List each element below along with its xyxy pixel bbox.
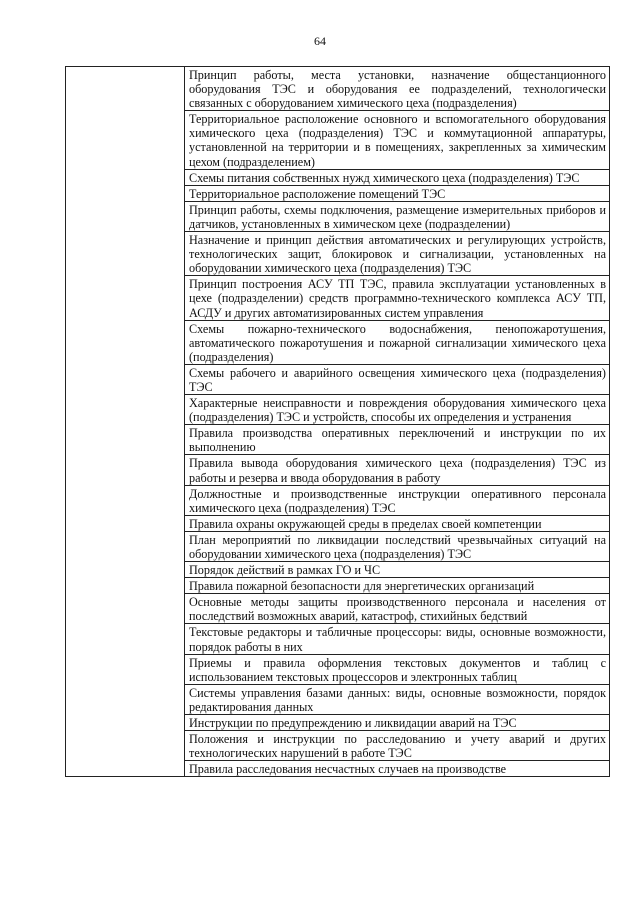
knowledge-cell [185, 654, 610, 684]
knowledge-text: План мероприятий по ликвидации последствий чрезвычайных ситуаций на оборудовании химического цеха (подразделения) ТЭС [189, 532, 606, 561]
page-number: 64 [314, 34, 326, 48]
table-row [66, 67, 610, 111]
knowledge-text: Назначение и принцип действия автоматических и регулирующих устройств, технологических защит, блокировок и сигнализации, установленных на оборудовании химического цеха (подразделения) ТЭС [189, 233, 606, 276]
knowledge-cell [185, 395, 610, 425]
knowledge-cell [185, 594, 610, 624]
knowledge-cell [185, 578, 610, 594]
knowledge-cell [185, 425, 610, 455]
knowledge-text: Схемы пожарно-технического водоснабжения, пенопожаротушения, автоматического пожаротушения и пожарной сигнализации химического цеха (подразделения) [189, 321, 606, 364]
knowledge-text: Правила охраны окружающей среды в пределах своей компетенции [189, 516, 542, 531]
knowledge-cell [185, 715, 610, 731]
knowledge-cell [185, 185, 610, 201]
knowledge-text: Схемы питания собственных нужд химического цеха (подразделения) ТЭС [189, 170, 580, 185]
knowledge-text: Должностные и производственные инструкции оперативного персонала химического цеха (подразделения) ТЭС [189, 486, 606, 515]
knowledge-cell [185, 169, 610, 185]
knowledge-text: Правила производства оперативных переключений и инструкции по их выполнению [189, 426, 606, 455]
knowledge-cell [185, 731, 610, 761]
knowledge-text: Приемы и правила оформления текстовых документов и таблиц с использованием текстовых процессоров и электронных таблиц [189, 655, 606, 684]
knowledge-text: Порядок действий в рамках ГО и ЧС [189, 563, 381, 578]
knowledge-cell [185, 531, 610, 561]
knowledge-cell [185, 111, 610, 169]
knowledge-cell [185, 455, 610, 485]
knowledge-cell [185, 485, 610, 515]
knowledge-text: Инструкции по предупреждению и ликвидации аварий на ТЭС [189, 716, 517, 731]
knowledge-text: Основные методы защиты производственного персонала и населения от последствий возможных аварий, катастроф, стихийных бедствий [189, 595, 606, 624]
knowledge-text: Характерные неисправности и повреждения оборудования химического цеха (подразделения) ТЭС и устройств, способы их определения и устранения [189, 396, 606, 425]
knowledge-text: Принцип построения АСУ ТП ТЭС, правила эксплуатации установленных в цехе (подразделении) средств программно-технического комплекса АСУ ТП, АСДУ и других автоматизированных систем управления [189, 277, 606, 320]
knowledge-cell [185, 684, 610, 714]
knowledge-text: Правила расследования несчастных случаев на производстве [189, 762, 507, 777]
knowledge-table [65, 66, 610, 777]
knowledge-cell [185, 320, 610, 364]
knowledge-text: Правила вывода оборудования химического цеха (подразделения) ТЭС из работы и резерва и ввода оборудования в работу [189, 456, 606, 485]
knowledge-text: Территориальное расположение помещений ТЭС [189, 186, 446, 201]
knowledge-cell [185, 562, 610, 578]
knowledge-text: Принцип работы, места установки, назначение общестанционного оборудования ТЭС и оборудования ее подразделений, технологически связанных с оборудованием химического цеха (подразделения) [189, 68, 606, 111]
knowledge-cell [185, 624, 610, 654]
knowledge-cell [185, 515, 610, 531]
knowledge-cell [185, 364, 610, 394]
knowledge-text: Принцип работы, схемы подключения, размещение измерительных приборов и датчиков, установленных в химическом цехе (подразделении) [189, 202, 606, 231]
knowledge-cell [185, 276, 610, 320]
knowledge-text: Системы управления базами данных: виды, основные возможности, порядок редактирования данных [189, 685, 606, 714]
knowledge-cell [185, 67, 610, 111]
knowledge-cell [185, 232, 610, 276]
knowledge-text: Схемы рабочего и аварийного освещения химического цеха (подразделения) ТЭС [189, 365, 606, 394]
knowledge-cell [185, 201, 610, 231]
left-column-cell [66, 67, 185, 777]
knowledge-cell [185, 761, 610, 777]
knowledge-text: Территориальное расположение основного и вспомогательного оборудования химического цеха (подразделения) ТЭС и коммутационной аппаратуры, установленной на территории и в помещениях, закрепленных за химическим цехом (подразделением) [189, 112, 606, 169]
table-body [66, 67, 610, 777]
knowledge-text: Положения и инструкции по расследованию и учету аварий и других технологических нарушений в работе ТЭС [189, 732, 606, 761]
knowledge-text: Текстовые редакторы и табличные процессоры: виды, основные возможности, порядок работы в них [189, 625, 606, 654]
knowledge-text: Правила пожарной безопасности для энергетических организаций [189, 579, 535, 594]
